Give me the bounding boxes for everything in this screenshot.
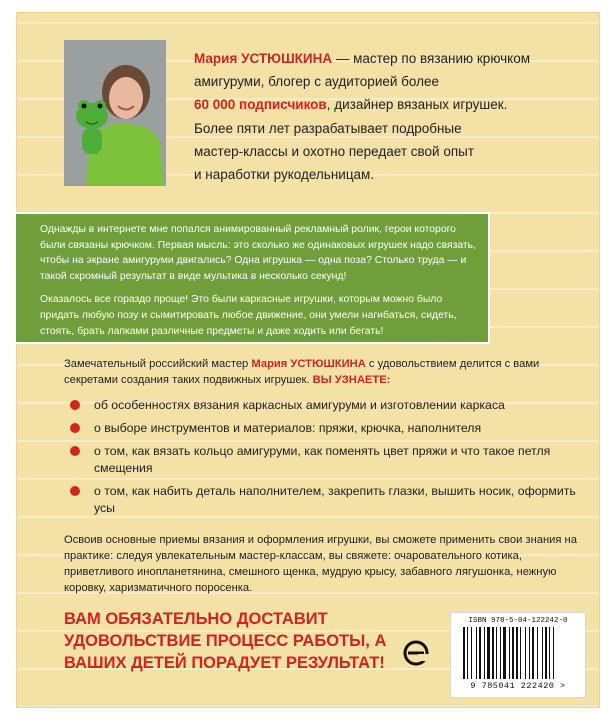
list-item-text: о том, как вязать кольцо амигуруми, как поменять цвет пряжи и что такое петля смещения [94, 444, 551, 475]
slogan: ВАМ ОБЯЗАТЕЛЬНО ДОСТАВИТ УДОВОЛЬСТВИЕ ПРОЦЕСС РАБОТЫ, А ВАШИХ ДЕТЕЙ ПОРАДУЕТ РЕЗУЛЬТАТ! [64, 610, 387, 672]
author-photo-image [64, 40, 166, 186]
author-bio-line-6: и наработки рукодельницам. [194, 167, 375, 183]
eksmo-logo-icon [403, 640, 429, 666]
author-bio-line-5: мастер-классы и охотно передает свой опыт [194, 143, 475, 159]
red-dot-icon [70, 400, 80, 410]
list-item-text: о том, как набить деталь наполнителем, закрепить глазки, вышить носик, оформить усы [94, 484, 576, 515]
red-dot-icon [70, 446, 80, 456]
subscribers-count: 60 000 подписчиков [194, 97, 327, 113]
list-item [64, 420, 584, 437]
author-bio-line-1: — мастер по вязанию крючком [332, 51, 531, 66]
author-bio [194, 47, 574, 186]
ean-number: 9 785041 222420 > [470, 681, 566, 691]
author-name: Мария УСТЮШКИНА [194, 51, 333, 66]
author-bio-line-3: , дизайнер вязаных игрушек. [326, 97, 508, 113]
story-box [16, 212, 490, 344]
author-bio-line-2: амигуруми, блогер с аудиторией более [194, 74, 439, 90]
story-paragraph-1: Однажды в интернете мне попался анимированный рекламный ролик, герои которого были связаны крючком. Первая мысль: это сколько же одинаковых игрушек надо связать, чтобы на экране амигуруми двигались? Одна игрушка — одна поза? Столько труда — и такой скромный результат в виде мультика в несколько секунд! [40, 224, 476, 282]
topics-list [64, 397, 584, 517]
barcode-bars [461, 627, 577, 679]
red-dot-icon [70, 423, 80, 433]
book-back-cover [16, 12, 600, 708]
you-learn-heading: ВЫ УЗНАЕТЕ: [312, 374, 391, 386]
list-item-text: о выборе инструментов и материалов: пряжи, крючка, наполнителя [94, 421, 482, 435]
barcode [450, 612, 586, 698]
isbn-label: ISBN 978-5-04-122242-0 [468, 617, 568, 625]
intro-middle: с удовольствием делится с вами секретами создания таких подвижных игрушек. [64, 358, 540, 386]
list-item-text: об особенностях вязания каркасных амигуруми и изготовлении каркаса [94, 398, 505, 412]
outro-text: Освоив основные приемы вязания и оформления игрушки, вы сможете применить свои знания на практике: следуя увлекательным мастер-классам, вы свяжете: очаровательного котика, приветливого инопланетянина, смешного щенка, мудрую крысу, забавного лягушонка, нежную коровку, харизматичного поросенка. [64, 534, 577, 594]
list-item [64, 443, 584, 477]
author-photo [64, 40, 166, 186]
intro-before: Замечательный российский мастер [64, 358, 252, 370]
list-item [64, 483, 584, 517]
intro-text [64, 356, 584, 388]
list-item [64, 397, 584, 414]
intro-author-name: Мария УСТЮШКИНА [251, 358, 366, 370]
red-dot-icon [70, 486, 80, 496]
author-bio-line-4: Более пяти лет разрабатывает подробные [194, 120, 462, 136]
story-paragraph-2: Оказалось все гораздо проще! Это были каркасные игрушки, которым можно было придать любую позу и сымитировать любое движение, они умели нагибаться, сидеть, стоять, брать лапками различные предметы и даже ходить или бегать! [40, 294, 457, 337]
